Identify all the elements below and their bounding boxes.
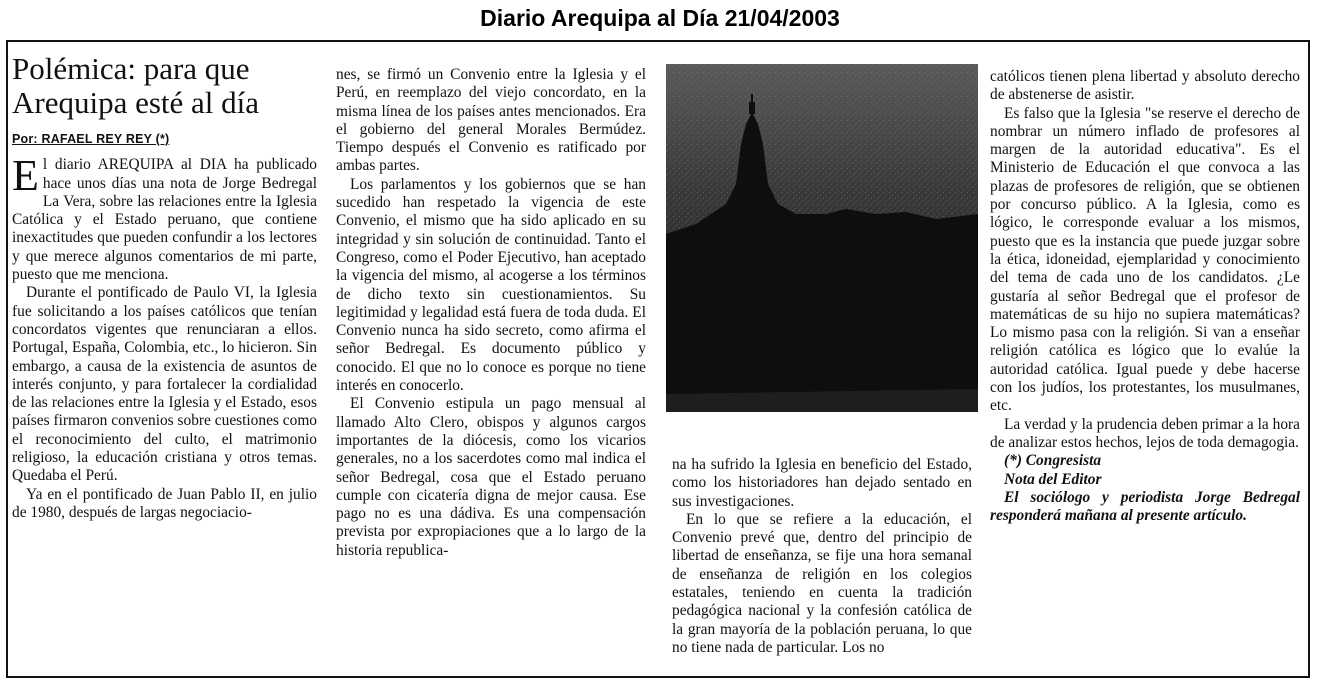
article-paragraph: católicos tienen plena libertad y absoluto derecho de abstenerse de asistir.: [990, 68, 1300, 104]
article-paragraph: Ya en el pontificado de Juan Pablo II, en julio de 1980, después de largas negociacio-: [12, 485, 317, 521]
article-paragraph: [12, 151, 317, 284]
article-byline: Por: RAFAEL REY REY (*): [12, 132, 170, 146]
article-headline: Polémica: para que Arequipa esté al día: [12, 51, 260, 120]
article-paragraph: Durante el pontificado de Paulo VI, la Iglesia fue solicitando a los países católicos que tenían concordatos vigentes que renunciaran a ellos. Portugal, España, Colombia, etc., lo hicieron. Sin embargo, a causa de la existencia de asuntos de interés conjunto, y para fortalecer la cordialidad de las relaciones entre la Iglesia y el Estado, esos países firmaron convenios sobre cuestiones como el reconocimiento del culto, el matrimonio religioso, la educación cristiana y otros temas. Quedaba el Perú.: [12, 284, 317, 485]
article-column-3: [672, 456, 972, 657]
editor-note-label: Nota del Editor: [1004, 470, 1102, 488]
drop-cap: E: [12, 151, 39, 201]
article-paragraph: La verdad y la prudencia deben primar a la hora de analizar estos hechos, lejos de toda demagogia.: [990, 415, 1300, 451]
article-column-1: [12, 52, 317, 522]
article-paragraph: Es falso que la Iglesia "se reserve el derecho de nombrar un número inflado de profesores al margen de la autoridad educativa". Es el Ministerio de Educación el que convoca a las plazas de profesores de religión, que se obtienen por concurso público. A la Iglesia, como es lógico, le corresponde evaluar a los mismos, puesto que es la instancia que puede juzgar sobre la ética, idoneidad, ejemplaridad y conocimiento del tema de cada uno de los candidatos. ¿Le gustaría al señor Bedregal que el profesor de matemáticas de su hijo no supiera matemáticas? Lo mismo pasa con la religión. Si van a enseñar religión católica es lógico que lo evalúe la autoridad católica. Igual puede y debe hacerse con los judíos, los protestantes, los musulmanes, etc.: [990, 104, 1300, 415]
article-paragraph: na ha sufrido la Iglesia en beneficio del Estado, como los historiadores han dejado sentado en sus investigaciones.: [672, 456, 972, 510]
masthead-title: Diario Arequipa al Día 21/04/2003: [480, 5, 840, 31]
basilica-photo-icon: [666, 64, 978, 412]
article-paragraph: El Convenio estipula un pago mensual al llamado Alto Clero, obispos y algunos cargos importantes de la diócesis, como los vicarios generales, no a los sacerdotes como mal indica el señor Bedregal, cosa que el Estado peruano cumple con cicatería digna de mejor causa. Ese pago no es una dádiva. Es una compensación prevista por expropiaciones que a lo largo de la historia republica-: [336, 395, 646, 559]
article-column-2: [336, 66, 646, 560]
article-paragraph: Los parlamentos y los gobiernos que se han sucedido han respetado la vigencia de este Convenio, el mismo que ha sido aplicado en su integridad y sin solución de continuidad. Tanto el Congreso, como el Poder Ejecutivo, han aceptado la vigencia del mismo, al acogerse a los términos de dicho texto sin cuestionamientos. Su legitimidad y legalidad está fuera de toda duda. El Convenio nunca ha sido secreto, como afirma el señor Bedregal. Es documento público y conocido. El que no lo conoce es porque no tiene interés en conocerlo.: [336, 175, 646, 395]
editor-note-text: El sociólogo y periodista Jorge Bedregal responderá mañana al presente artículo.: [990, 488, 1300, 525]
article-paragraph: En lo que se refiere a la educación, el Convenio prevé que, dentro del principio de libertad de enseñanza, se fije una hora semanal de enseñanza de religión en los colegios estatales, teniendo en cuenta la tradición pedagógica nacional y la confesión católica de la gran mayoría de la población peruana, lo que no tiene nada de particular. Los no: [672, 510, 972, 656]
article-column-4: [990, 68, 1300, 525]
paragraph-text: l diario AREQUIPA al DIA ha publicado hace unos días una nota de Jorge Bedregal La Vera, sobre las relaciones entre la Iglesia Católica y el Estado peruano, que contiene inexactitudes que pueden confundir a los lectores y que merece algunos comentarios de mi parte, puesto que me menciona.: [12, 156, 317, 284]
author-signature: (*) Congresista: [1004, 452, 1102, 470]
article-paragraph: nes, se firmó un Convenio entre la Iglesia y el Perú, en reemplazo del viejo concordato, en la misma línea de los países antes mencionados. Era el gobierno del general Morales Bermúdez. Tiempo después el Convenio es ratificado por ambas partes.: [336, 66, 646, 175]
